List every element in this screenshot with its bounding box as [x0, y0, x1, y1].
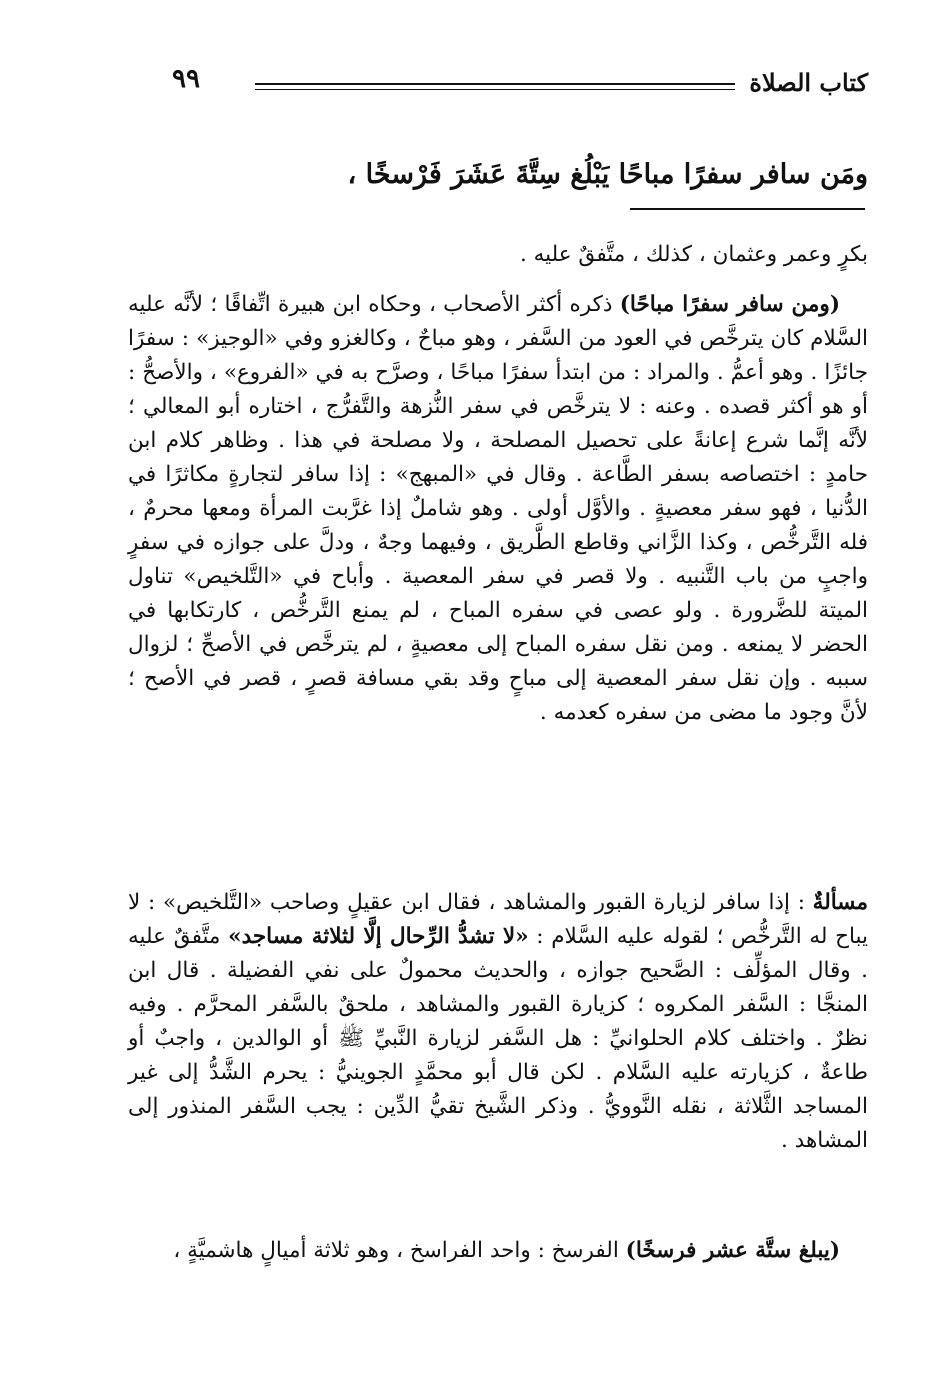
paragraph-body: الفرسخ : واحد الفراسخ ، وهو ثلاثة أميالٍ هاشميَّةٍ ،	[173, 1238, 626, 1263]
commentary-paragraph-3	[128, 886, 868, 1158]
paragraph-body: : إذا سافر لزيارة القبور والمشاهد ، فقال ابن عقيلٍ وصاحب «التَّلخيص» : لا يباح له التَّرخُّص ؛ لقوله عليه السَّلام :	[128, 890, 868, 949]
issue-heading: مسألةٌ	[812, 890, 868, 915]
commentary-paragraph-2	[128, 288, 868, 730]
hadith-quote: «لا تشدُّ الرِّحال إلَّا لثلاثة مساجد»	[228, 924, 529, 949]
header-rule	[255, 83, 735, 85]
lemma-heading: (ومن سافر سفرًا مباحًا)	[619, 292, 840, 317]
paragraph-body: متَّفقٌ عليه . وقال المؤلِّف : الصَّحيح جوازه ، والحديث محمولٌ على نفي الفضيلة . قال ابن المنجَّا : السَّفر المكروه ؛ كزيارة القبور والمشاهد ، ملحقٌ بالسَّفر المحرَّم . وفيه نظرٌ . واختلف كلام الحلوانيِّ : هل السَّفر لزيارة النَّبيِّ ﷺ أو الوالدين ، واجبٌ أو طاعةٌ ، كزيارته عليه السَّلام . لكن قال أبو محمَّدٍ الجوينيُّ : يحرم الشَّدُّ إلى غير المساجد الثَّلاثة ، نقله النَّوويُّ . وذكر الشَّيخ تقيُّ الدِّين : يجب السَّفر المنذور إلى المشاهد .	[128, 924, 868, 1153]
lemma-heading: (يبلغ ستَّة عشر فرسخًا)	[625, 1238, 840, 1263]
commentary-paragraph-1: بكرٍ وعمر وعثمان ، كذلك ، متَّفقٌ عليه .	[519, 242, 868, 267]
commentary-paragraph-4	[128, 1234, 868, 1268]
page-number: ٩٩	[172, 64, 200, 94]
matn-separator-rule	[630, 208, 865, 210]
header-rule-thin	[255, 89, 735, 90]
paragraph-body: ذكره أكثر الأصحاب ، وحكاه ابن هبيرة اتِّفاقًا ؛ لأنَّه عليه السَّلام كان يترخَّص في العود من السَّفر ، وهو مباحٌ ، وكالغزو وفي «الوجيز» : سفرًا جائزًا . وهو أعمُّ . والمراد : من ابتدأ سفرًا مباحًا ، وصرَّح به في «الفروع» ، والأصحُّ : أو هو أكثر قصده . وعنه : لا يترخَّص في سفر النُّزهة والتَّفرُّج ، اختاره أبو المعالي ؛ لأنَّه إنَّما شرع إعانةً على تحصيل المصلحة ، ولا مصلحة في هذا . وظاهر كلام ابن حامدٍ : اختصاصه بسفر الطَّاعة . وقال في «المبهج» : إذا سافر لتجارةٍ مكاثرًا في الدُّنيا ، فهو سفر معصيةٍ . والأوَّل أولى . وهو شاملٌ إذا غرَّبت المرأة ومعها محرمٌ ، فله التَّرخُّص ، وكذا الزَّاني وقاطع الطَّريق ، وفيهما وجهٌ ، ودلَّ على جوازه في سفرٍ واجبٍ من باب التَّنبيه . ولا قصر في سفر المعصية . وأباح في «التَّلخيص» تناول الميتة للضَّرورة . ولو عصى في سفره المباح ، لم يمنع التَّرخُّص ، كارتكابها في الحضر لا يمنعه . ومن نقل سفره المباح إلى معصيةٍ ، لم يترخَّص في الأصحِّ ؛ لزوال سببه . وإن نقل سفر المعصية إلى مباحٍ وقد بقي مسافة قصرٍ ، قصر في الأصح ؛ لأنَّ وجود ما مضى من سفره كعدمه .	[128, 292, 868, 725]
running-header-title: كتاب الصلاة	[749, 68, 868, 97]
matn-text: ومَن سافر سفرًا مباحًا يَبْلُغ سِتَّةَ عَشَرَ فَرْسخًا ،	[347, 159, 868, 190]
